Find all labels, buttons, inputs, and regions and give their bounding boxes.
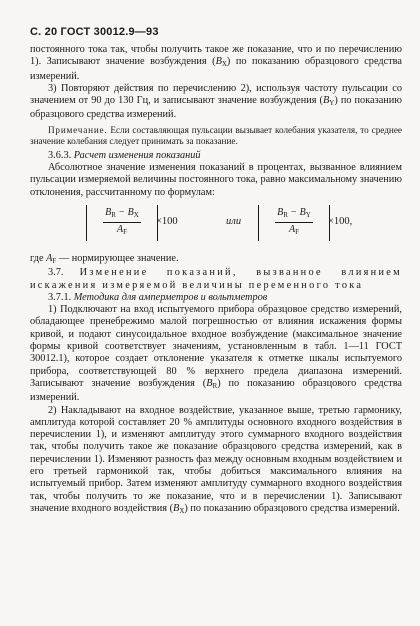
- paragraph-where: [30, 253, 402, 267]
- text: где: [30, 252, 47, 264]
- subscript: X: [221, 60, 227, 69]
- section-title: Методика для амперметров и вольтметров: [73, 291, 268, 303]
- text: постоянного тока так, чтобы получить такое же показание, что и по перечислению 1). Записывают значение возбуждения (: [30, 44, 402, 68]
- formula-denominator: $A_F$: [116, 224, 127, 237]
- paragraph-step-2: [30, 405, 402, 518]
- text: 1) Подключают на вход испытуемого прибора образцовое средство измерений, обладающее пренебрежимо малой погрешностью от влияния искажения формы кривой, и подают синусоидальное входное возбуждение (максимальное значение формы кривой соответствует значениям, установленным в табл. 1—11 ГОСТ 30012.1), которое создает отклонение указателя к отметке шкалы испытуемого прибора, соответствующей 80 % верхнего предела диапазона измерений. Записывают значение возбуждения (: [30, 304, 402, 389]
- paragraph-continuation: [30, 44, 402, 83]
- text: — нормирующее значение.: [56, 252, 179, 264]
- text: 2) Накладывают на входное воздействие, указанное выше, третью гармонику, амплитуда которой составляет 20 % амплитуды основного входного воздействия в перечислении 1), и изменяют амплитуду этого суммарного входного воздействия так, чтобы получить такое же показание образцового средства измерений, как в перечислении 1). Изменяют разность фаз между основным входным воздействием и его третьей гармоникой так, чтобы добиться максимального влияния на испытуемый прибор. Затем изменяют амплитуду суммарного входного воздействия так, чтобы получить то же показание, что и в перечислении 1). Записывают значение входного воздействия (: [30, 404, 402, 514]
- subscript: R: [212, 381, 218, 390]
- formula-numerator: $B_R - B_Y$: [275, 207, 313, 223]
- text: ) по показанию образцового средства измерений.: [30, 95, 402, 121]
- var: B: [206, 377, 213, 389]
- section-number: 3.6.3.: [48, 149, 74, 161]
- section-number: 3.7.: [48, 267, 80, 279]
- page-body: [30, 44, 402, 517]
- formula-abs-2: [258, 205, 330, 241]
- note-text: Если составляющая пульсации вызывает колебания указателя, то среднее значение колебания следует принимать за показание.: [30, 124, 402, 146]
- var: B: [173, 502, 180, 514]
- formula-abs-1: [86, 205, 158, 241]
- formula-times: ×100: [156, 215, 178, 227]
- section-heading-3-7: [30, 267, 402, 292]
- paragraph-calc: Абсолютное значение изменения показаний в процентах, вызванное влиянием пульсации измеряемой величины постоянного тока, равно максимальному значению отклонения, рассчитанному по формулам:: [30, 162, 402, 198]
- text: ) по показанию образцового средства измерений.: [184, 502, 400, 514]
- paragraph-step-1: [30, 304, 402, 404]
- note: [30, 125, 402, 147]
- subscript: X: [179, 506, 185, 515]
- var: B: [322, 95, 330, 107]
- section-heading-3-7-1: [30, 292, 402, 304]
- section-title: Изменение показаний, вызванное влиянием искажения измеряемой величины переменного тока: [30, 267, 402, 291]
- paragraph-step-3: [30, 83, 402, 122]
- section-number: 3.7.1.: [48, 291, 74, 303]
- formula-or: или: [226, 215, 242, 227]
- subscript: Y: [329, 99, 335, 108]
- var: A: [46, 252, 53, 264]
- var: B: [215, 56, 222, 68]
- section-title: Расчет изменения показаний: [73, 149, 201, 161]
- formula-times-end: ×100,: [328, 215, 353, 227]
- section-heading-3-6-3: [30, 150, 402, 162]
- formula: [30, 205, 402, 249]
- text: 3) Повторяют действия по перечислению 2), используя частоту пульсации со значением от 90 до 130 Гц, и записывают значение возбуждения (: [30, 82, 402, 107]
- text: ) по показанию образцового средства измерений.: [30, 377, 402, 404]
- formula-denominator: $A_F$: [288, 224, 299, 237]
- formula-numerator: $B_R - B_X$: [103, 207, 141, 223]
- subscript: F: [52, 256, 57, 265]
- note-label: Примечание.: [48, 124, 108, 135]
- text: ) по показанию образцового средства измерений.: [30, 56, 402, 82]
- page-header: С. 20 ГОСТ 30012.9—93: [30, 26, 159, 38]
